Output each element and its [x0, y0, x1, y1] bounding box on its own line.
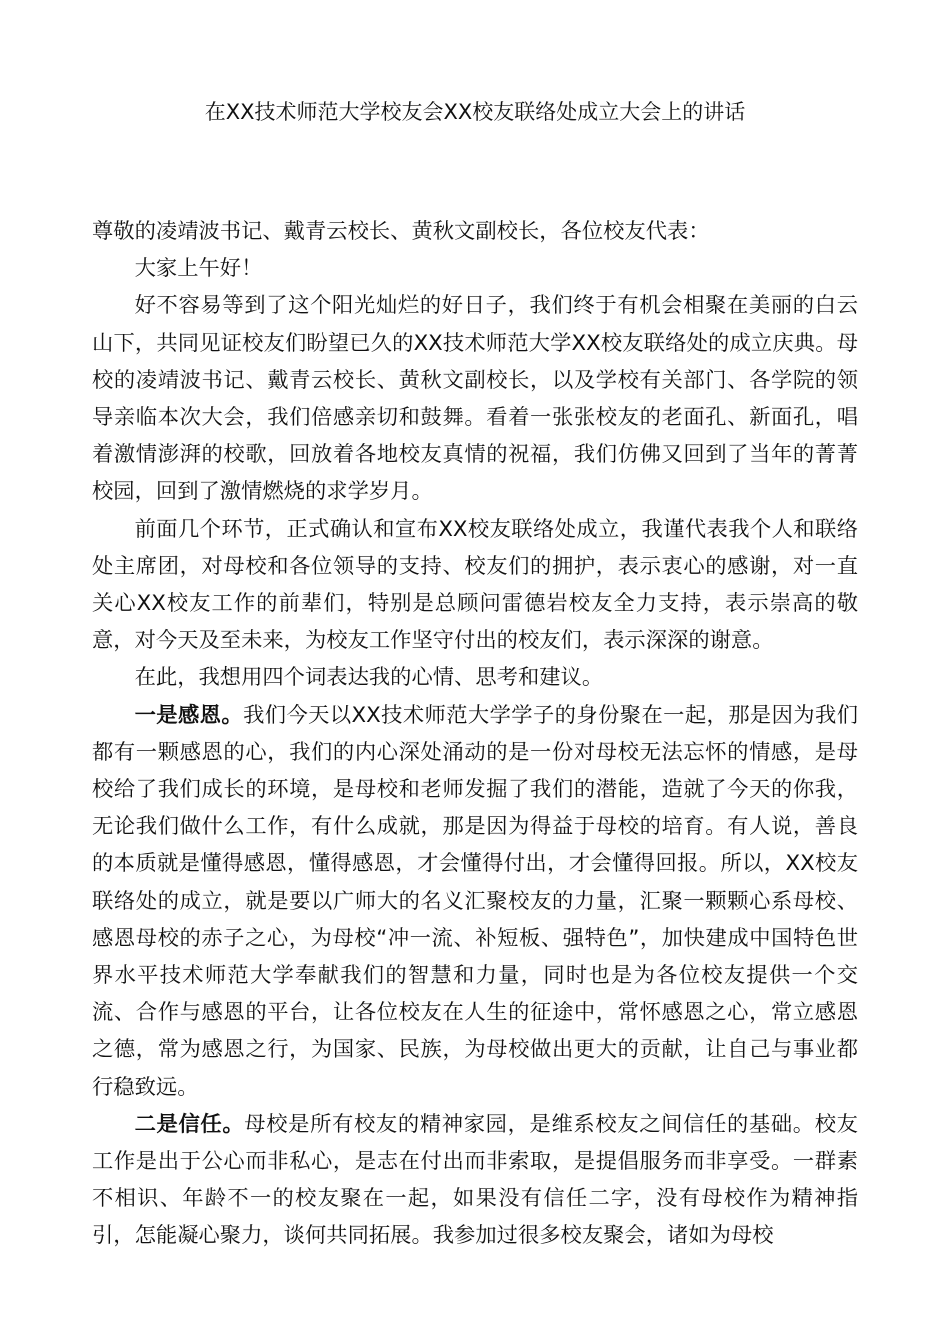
paragraph-four-words: 在此，我想用四个词表达我的心情、思考和建议。 [134, 665, 604, 691]
point-two-text: 母校是所有校友的精神家园，是维系校友之间信任的基础。校友工作是出于公心而非私心，是志在付出而非索取，是提倡服务而非享受。一群素不相识、年龄不一的校友聚在一起，如果没有信任二字，没有母校作为精神指引，怎能凝心聚力，谈何共同拓展。我参加过很多校友聚会，诸如为母校 [92, 1111, 858, 1249]
point-one-text: 我们今天以XX技术师范大学学子的身份聚在一起，那是因为我们都有一颗感恩的心，我们的内心深处涌动的是一份对母校无法忘怀的情感，是母校给了我们成长的环境，是母校和老师发掘了我们的潜能，造就了今天的你我，无论我们做什么工作，有什么成就，那是因为得益于母校的培育。有人说，善良的本质就是懂得感恩，懂得感恩，才会懂得付出，才会懂得回报。所以，XX校友联络处的成立，就是要以广师大的名义汇聚校友的力量，汇聚一颗颗心系母校、感恩母校的赤子之心，为母校“冲一流、补短板、强特色”，加快建成中国特色世界水平技术师范大学奉献我们的智慧和力量，同时也是为各位校友提供一个交流、合作与感恩的平台，让各位校友在人生的征途中，常怀感恩之心，常立感恩之德，常为感恩之行，为国家、民族，为母校做出更大的贡献，让自己与事业都行稳致远。 [92, 702, 858, 1100]
paragraph-point-two [92, 1106, 858, 1255]
point-one-heading: 一是感恩。 [134, 702, 244, 728]
paragraph-thanks: 前面几个环节，正式确认和宣布XX校友联络处成立，我谨代表我个人和联络处主席团，对母校和各位领导的支持、校友们的拥护，表示衷心的感谢，对一直关心XX校友工作的前辈们，特别是总顾问雷德岩校友全力支持，表示崇高的敬意，对今天及至未来，为校友工作坚守付出的校友们，表示深深的谢意。 [92, 516, 858, 654]
greeting-line: 大家上午好！ [134, 256, 263, 282]
point-two-heading: 二是信任。 [134, 1111, 245, 1137]
paragraph-opening: 好不容易等到了这个阳光灿烂的好日子，我们终于有机会相聚在美丽的白云山下，共同见证校友们盼望已久的XX技术师范大学XX校友联络处的成立庆典。母校的凌靖波书记、戴青云校长、黄秋文副校长，以及学校有关部门、各学院的领导亲临本次大会，我们倍感亲切和鼓舞。看着一张张校友的老面孔、新面孔，唱着激情澎湃的校歌，回放着各地校友真情的祝福，我们仿佛又回到了当年的菁菁校园，回到了激情燃烧的求学岁月。 [92, 293, 858, 505]
document-title: 在XX技术师范大学校友会XX校友联络处成立大会上的讲话 [204, 100, 746, 124]
salutation-line: 尊敬的凌靖波书记、戴青云校长、黄秋文副校长，各位校友代表： [92, 219, 710, 244]
document-body [92, 213, 858, 1255]
paragraph-point-one [92, 697, 858, 1106]
